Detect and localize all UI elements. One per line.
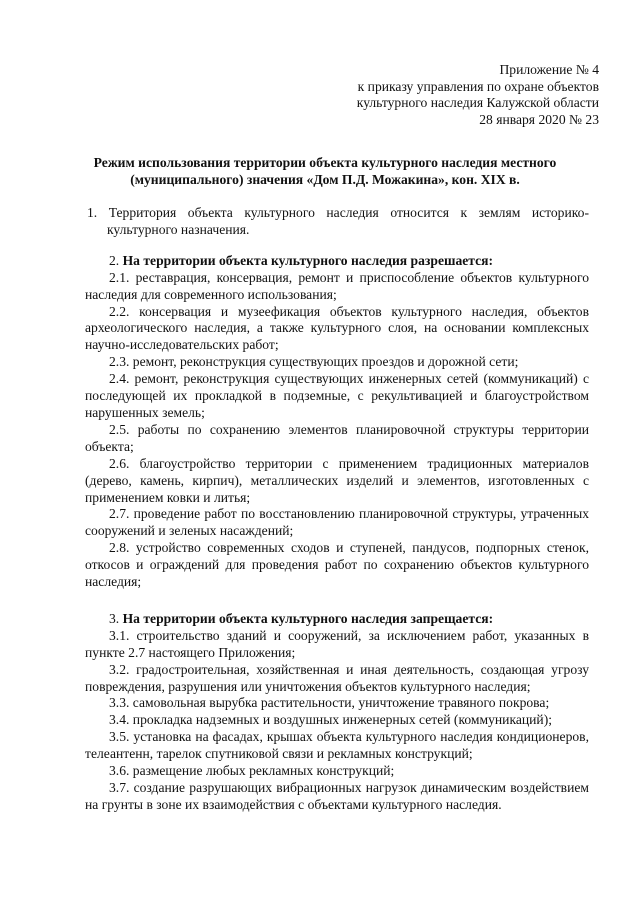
list-item: 3.2. градостроительная, хозяйственная и иная деятельность, создающая угрозу повреждения, разрушения или уничтожения объектов культурного наследия; <box>85 661 589 694</box>
list-item: 2.2. консервация и музеефикация объектов культурного наследия, объектов археологического наследия, а также культурного слоя, на основании комплексных научно-исследовательских работ; <box>85 303 589 353</box>
list-item: 3.6. размещение любых рекламных конструкций; <box>109 763 395 779</box>
document-body <box>85 205 589 814</box>
order-date-number: 28 января 2020 № 23 <box>479 111 599 127</box>
list-item: 2.6. благоустройство территории с применением традиционных материалов (дерево, камень, кирпич), металлических изделий и элементов, изготовленных с применением ковки и литья; <box>85 455 589 505</box>
title-line-2: (муниципального) значения «Дом П.Д. Можакина», кон. XIX в. <box>130 172 520 187</box>
section-2-heading <box>85 253 589 270</box>
list-item: 3.5. установка на фасадах, крышах объекта культурного наследия кондиционеров, телеантенн, тарелок спутниковой связи и рекламных конструкций; <box>85 729 589 762</box>
appendix-header <box>279 62 599 128</box>
order-reference: к приказу управления по охране объектов <box>357 78 599 94</box>
list-item: 3.7. создание разрушающих вибрационных нагрузок динамическим воздействием на грунты в зоне их взаимодействия с объектами культурного наследия. <box>85 780 589 812</box>
section-1-text: 1. Территория объекта культурного наследия относится к землям историко-культурного назначения. <box>87 205 589 237</box>
list-item: 3.3. самовольная вырубка растительности, уничтожение травяного покрова; <box>109 695 550 711</box>
list-item: 2.5. работы по сохранению элементов планировочной структуры территории объекта; <box>85 421 589 454</box>
section-2-number: 2. <box>109 252 120 268</box>
issuing-authority: культурного наследия Калужской области <box>356 95 599 110</box>
list-item: 2.3. ремонт, реконструкция существующих проездов и дорожной сети; <box>109 354 519 370</box>
section-3-number: 3. <box>109 610 120 626</box>
section-2-title: На территории объекта культурного наследия разрешается: <box>122 252 494 268</box>
list-item: 3.4. прокладка надземных и воздушных инженерных сетей (коммуникаций); <box>109 712 553 728</box>
list-item: 3.1. строительство зданий и сооружений, за исключением работ, указанных в пункте 2.7 настоящего Приложения; <box>85 627 589 660</box>
title-line-1: Режим использования территории объекта культурного наследия местного <box>93 155 557 170</box>
section-3-title: На территории объекта культурного наследия запрещается: <box>122 610 494 626</box>
section-3-heading <box>85 611 589 628</box>
list-item: 2.1. реставрация, консервация, ремонт и приспособление объектов культурного наследия для современного использования; <box>85 269 589 302</box>
list-item: 2.8. устройство современных сходов и ступеней, пандусов, подпорных стенок, откосов и ограждений для проведения работ по сохранению объектов культурного наследия; <box>85 540 589 590</box>
list-item: 2.4. ремонт, реконструкция существующих инженерных сетей (коммуникаций) с последующей их прокладкой в подземные, с рекультивацией и благоустройством нарушенных земель; <box>85 371 589 420</box>
document-title <box>70 154 580 188</box>
list-item: 2.7. проведение работ по восстановлению планировочной структуры, утраченных сооружений и зеленых насаждений; <box>85 506 589 539</box>
appendix-number: Приложение № 4 <box>499 62 599 77</box>
